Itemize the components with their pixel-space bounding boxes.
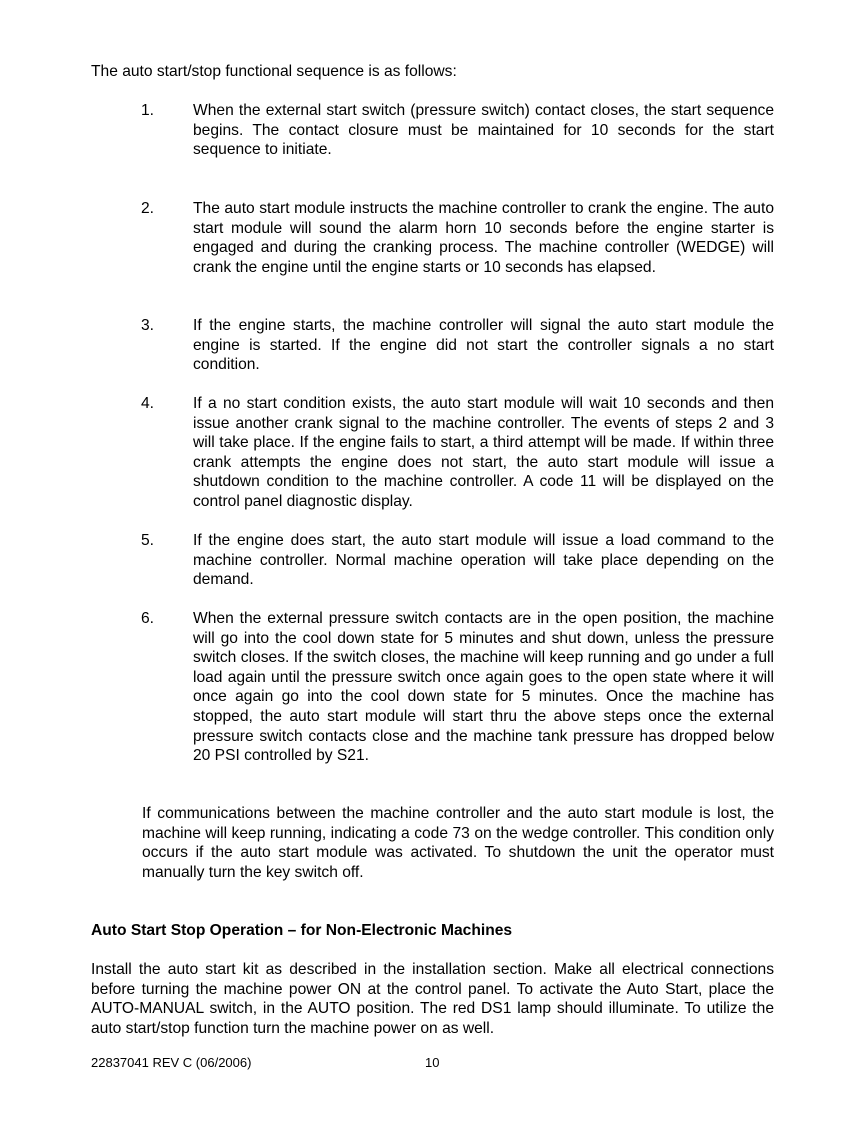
list-item-text: The auto start module instructs the machine controller to crank the engine. The auto start module will sound the alarm horn 10 seconds before the engine starter is engaged and during the cranking process. The machine controller (WEDGE) will crank the engine until the engine starts or 10 seconds has elapsed.	[193, 200, 774, 276]
footer-document-id: 22837041 REV C (06/2006)	[91, 1055, 252, 1070]
section-heading: Auto Start Stop Operation – for Non-Electronic Machines	[91, 922, 513, 939]
footer-page-number: 10	[425, 1055, 440, 1070]
list-item-number: 5.	[141, 532, 155, 549]
list-item-number: 2.	[141, 200, 155, 217]
intro-paragraph: The auto start/stop functional sequence is as follows:	[91, 63, 457, 80]
list-item-number: 3.	[141, 317, 155, 334]
list-item-text: If a no start condition exists, the auto start module will wait 10 seconds and then issue another crank signal to the machine controller. The events of steps 2 and 3 will take place. If the engine fails to start, a third attempt will be made. If within three crank attempts the engine does not start, the auto start module will issue a shutdown condition to the machine controller. A code 11 will be displayed on the control panel diagnostic display.	[193, 395, 774, 510]
list-item-text: If the engine does start, the auto start module will issue a load command to the machine controller. Normal machine operation will take place depending on the demand.	[193, 532, 774, 589]
list-item-text: If the engine starts, the machine controller will signal the auto start module the engine is started. If the engine did not start the controller signals a no start condition.	[193, 317, 774, 374]
section-body: Install the auto start kit as described in the installation section. Make all electrical connections before turning the machine power ON at the control panel. To activate the Auto Start, place the AUTO-MANUAL switch, in the AUTO position. The red DS1 lamp should illuminate. To utilize the auto start/stop function turn the machine power on as well.	[91, 961, 774, 1037]
list-item-number: 6.	[141, 610, 155, 627]
list-item-number: 4.	[141, 395, 155, 412]
list-item-text: When the external pressure switch contacts are in the open position, the machine will go into the cool down state for 5 minutes and shut down, unless the pressure switch closes. If the switch closes, the machine will keep running and go under a full load again until the pressure switch once again goes to the open state where it will once again go into the cool down state for 5 minutes. Once the machine has stopped, the auto start module will start thru the above steps once the external pressure switch contacts close and the machine tank pressure has dropped below 20 PSI controlled by S21.	[193, 610, 774, 765]
list-item-number: 1.	[141, 102, 155, 119]
list-item-text: When the external start switch (pressure switch) contact closes, the start sequence begins. The contact closure must be maintained for 10 seconds for the start sequence to initiate.	[193, 102, 774, 159]
communications-note: If communications between the machine controller and the auto start module is lost, the machine will keep running, indicating a code 73 on the wedge controller. This condition only occurs if the auto start module was activated. To shutdown the unit the operator must manually turn the key switch off.	[142, 805, 774, 881]
